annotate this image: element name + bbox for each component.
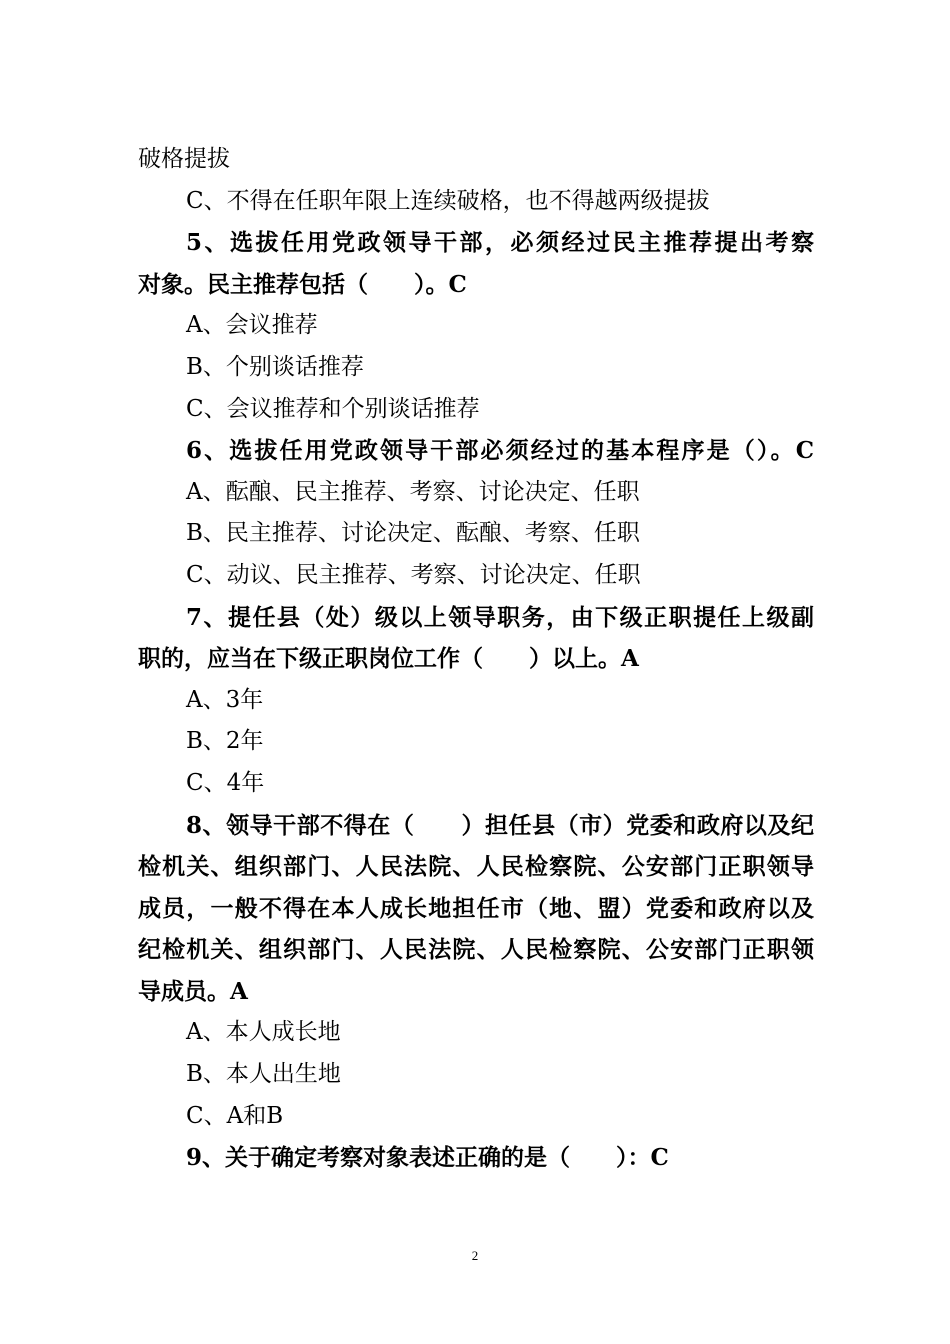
question-line: 导成员。A <box>138 977 248 1005</box>
option-line: B、本人出生地 <box>186 1061 341 1088</box>
question-line: 5、选拔任用党政领导干部，必须经过民主推荐提出考察 <box>186 229 814 257</box>
page-number: 2 <box>471 1248 479 1263</box>
question-line: 8、领导干部不得在（ ）担任县（市）党委和政府以及纪 <box>186 811 814 839</box>
option-line: 破格提拔 <box>138 146 230 172</box>
option-line: C、不得在任职年限上连续破格，也不得越两级提拔 <box>186 187 710 214</box>
option-line: A、酝酿、民主推荐、考察、讨论决定、任职 <box>186 478 640 505</box>
document-body <box>138 139 814 1179</box>
question-line: 职的，应当在下级正职岗位工作（ ）以上。A <box>138 645 639 673</box>
question-line: 9、关于确定考察对象表述正确的是（ ）：C <box>186 1144 669 1172</box>
question-line: 检机关、组织部门、人民法院、人民检察院、公安部门正职领导 <box>138 853 814 881</box>
option-line: B、2年 <box>186 728 264 755</box>
option-line: A、会议推荐 <box>186 312 318 339</box>
question-line: 7、提任县（处）级以上领导职务，由下级正职提任上级副 <box>186 603 814 631</box>
option-line: C、会议推荐和个别谈话推荐 <box>186 395 480 422</box>
option-line: A、3年 <box>186 686 264 713</box>
question-line: 对象。民主推荐包括（ ）。C <box>138 270 467 298</box>
option-line: C、动议、民主推荐、考察、讨论决定、任职 <box>186 561 641 588</box>
option-line: C、A和B <box>186 1102 284 1129</box>
option-line: B、民主推荐、讨论决定、酝酿、考察、任职 <box>186 520 640 547</box>
question-line: 纪检机关、组织部门、人民法院、人民检察院、公安部门正职领 <box>138 936 814 964</box>
question-line: 6、选拔任用党政领导干部必须经过的基本程序是（）。C <box>186 437 814 465</box>
option-line: B、个别谈话推荐 <box>186 353 364 380</box>
option-line: A、本人成长地 <box>186 1019 341 1046</box>
question-line: 成员，一般不得在本人成长地担任市（地、盟）党委和政府以及 <box>138 894 814 922</box>
option-line: C、4年 <box>186 769 265 796</box>
